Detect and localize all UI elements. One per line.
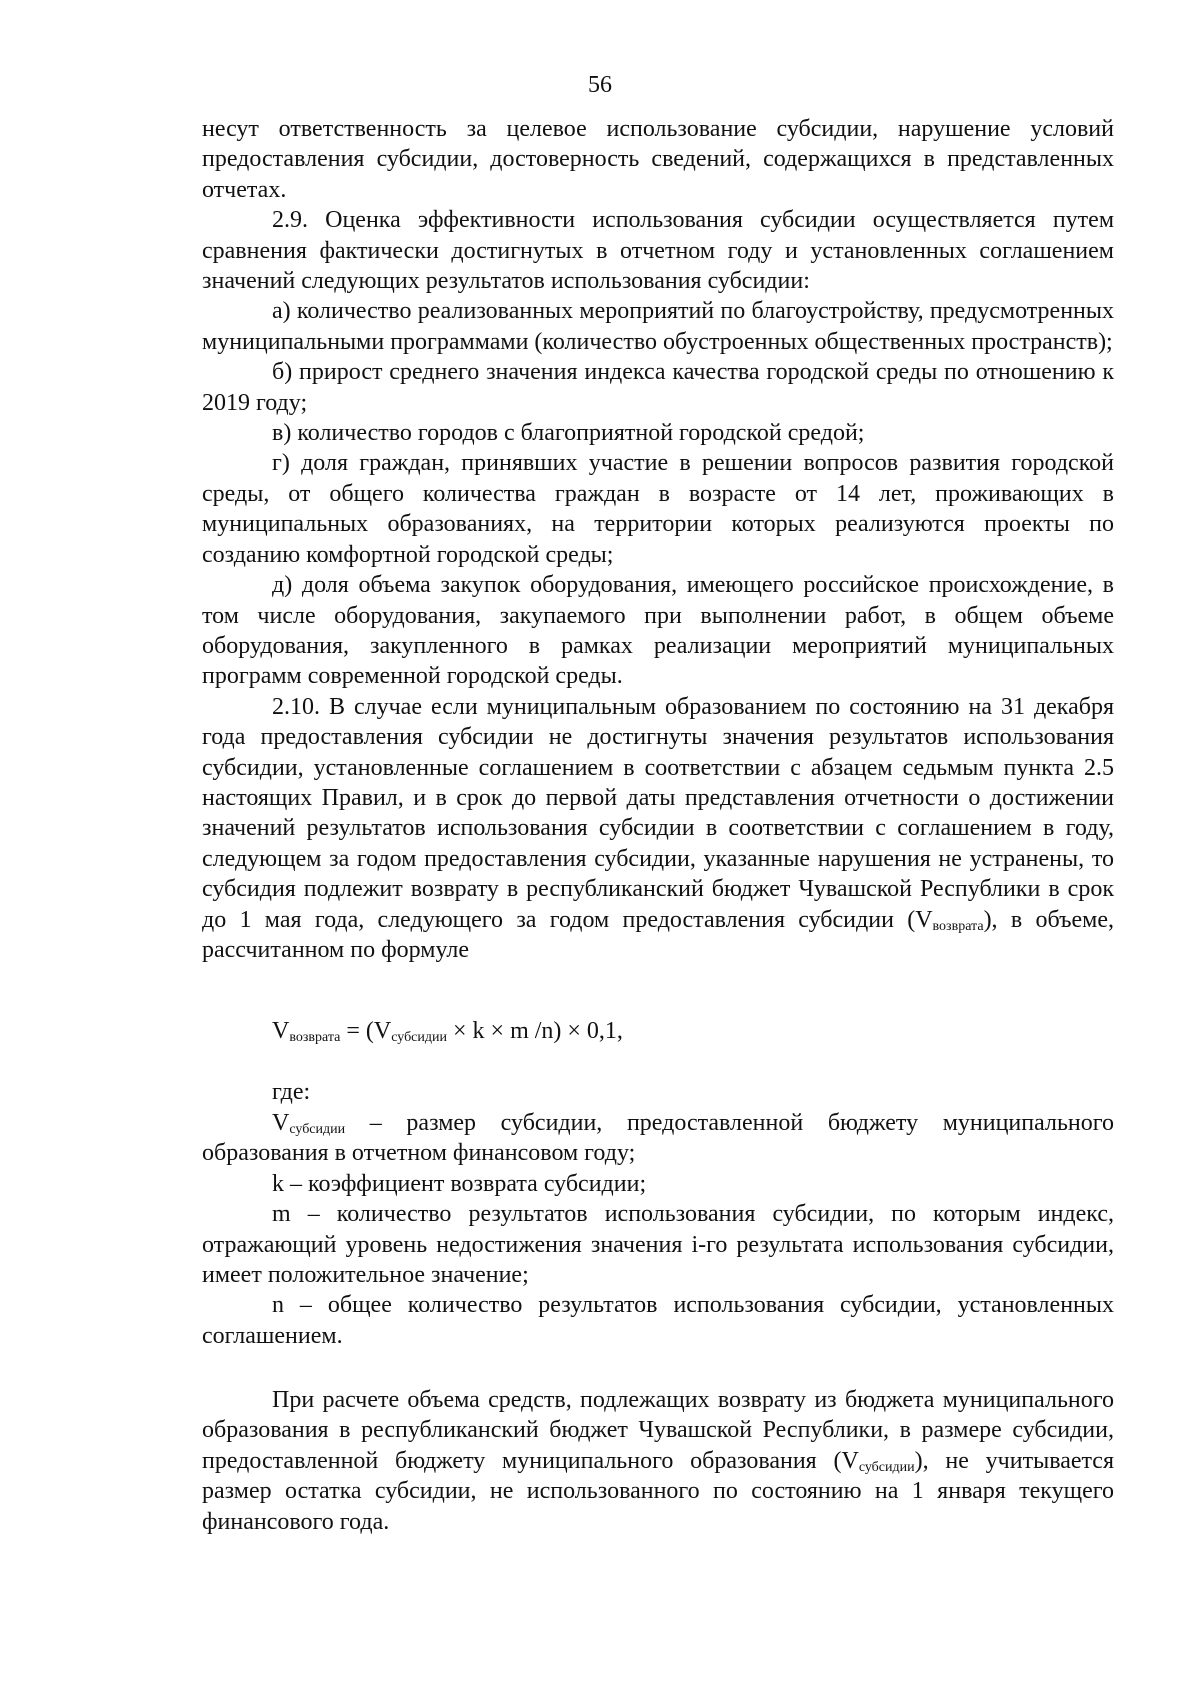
- where-label: где:: [272, 1079, 311, 1105]
- list-item-a: а) количество реализованных мероприятий по благоустройству, предусмотренных муниципальными программами (количество обустроенных общественных пространств);: [202, 298, 1114, 355]
- formula-definitions: [202, 1108, 1114, 1351]
- paragraph-2-10-text: 2.10. В случае если муниципальным образованием по состоянию на 31 декабря года предоставления субсидии не достигнуты значения результатов использования субсидии, установленные соглашением в соответствии с абзацем седьмым пункта 2.5 настоящих Правил, и в срок до первой даты представления отчетности о достижении значений результатов использования субсидии в соответствии с соглашением в году, следующем за годом предоставления субсидии, указанные нарушения не устранены, то субсидия подлежит возврату в республиканский бюджет Чувашской Республики в срок до 1 мая года, следующего за годом предоставления субсидии (V: [202, 693, 1114, 933]
- paragraph-2-10: [202, 692, 1114, 966]
- formula-rest: × k × m /n) × 0,1,: [447, 1018, 623, 1044]
- def-v: V: [272, 1110, 290, 1136]
- list-item-g: г) доля граждан, принявших участие в решении вопросов развития городской среды, от общего количества граждан в возрасте от 14 лет, проживающих в муниципальных образованиях, на территории которых реализуются проекты по созданию комфортной городской среды;: [202, 450, 1114, 568]
- definition-n: n – общее количество результатов использования субсидии, установленных соглашением.: [202, 1292, 1114, 1349]
- v-return-subscript: возврата: [932, 918, 984, 934]
- final-text-b: ), не учитывается размер остатка субсидии, не использованного по состоянию на 1 января текущего финансового года.: [202, 1447, 1114, 1535]
- final-text-a: При расчете объема средств, подлежащих возврату из бюджета муниципального образования в республиканский бюджет Чувашской Республики, в размере субсидии, предоставленной бюджету муниципального образования (V: [202, 1387, 1114, 1474]
- def-v-text: – размер субсидии, предоставленной бюджету муниципального образования в отчетном финансовом году;: [202, 1110, 1114, 1167]
- paragraph-responsibility: несут ответственность за целевое использование субсидии, нарушение условий предоставления субсидии, достоверность сведений, содержащихся в представленных отчетах.: [202, 116, 1114, 203]
- section-2-8-2-9: [202, 114, 1114, 965]
- return-formula: [272, 1016, 623, 1046]
- formula-sub-subsidy: субсидии: [391, 1030, 447, 1045]
- formula-eq-open: = (V: [340, 1018, 392, 1044]
- formula-v: V: [272, 1018, 290, 1044]
- formula-sub-return: возврата: [289, 1030, 341, 1045]
- page-number: 56: [588, 72, 612, 98]
- definition-m: m – количество результатов использования субсидии, по которым индекс, отражающий уровень недостижения значения i-го результата использования субсидии, имеет положительное значение;: [202, 1201, 1114, 1289]
- definition-v-subsidy: [202, 1108, 1114, 1169]
- definition-k: k – коэффициент возврата субсидии;: [272, 1170, 647, 1197]
- def-v-sub: субсидии: [289, 1122, 346, 1137]
- list-item-d: д) доля объема закупок оборудования, имеющего российское происхождение, в том числе оборудования, закупаемого при выполнении работ, в общем объеме оборудования, закупленного в рамках реализации мероприятий муниципальных программ современной городской среды.: [202, 572, 1114, 690]
- final-sub: субсидии: [858, 1459, 915, 1475]
- paragraph-2-9: 2.9. Оценка эффективности использования субсидии осуществляется путем сравнения фактически достигнутых в отчетном году и установленных соглашением значений следующих результатов использования субсидии:: [202, 207, 1114, 295]
- list-item-b: б) прирост среднего значения индекса качества городской среды по отношению к 2019 году;: [202, 359, 1114, 416]
- list-item-v: в) количество городов с благоприятной городской средой;: [272, 420, 865, 447]
- paragraph-2-10-tail: ), в объеме, рассчитанном по формуле: [202, 906, 1114, 963]
- final-paragraph: [202, 1385, 1114, 1537]
